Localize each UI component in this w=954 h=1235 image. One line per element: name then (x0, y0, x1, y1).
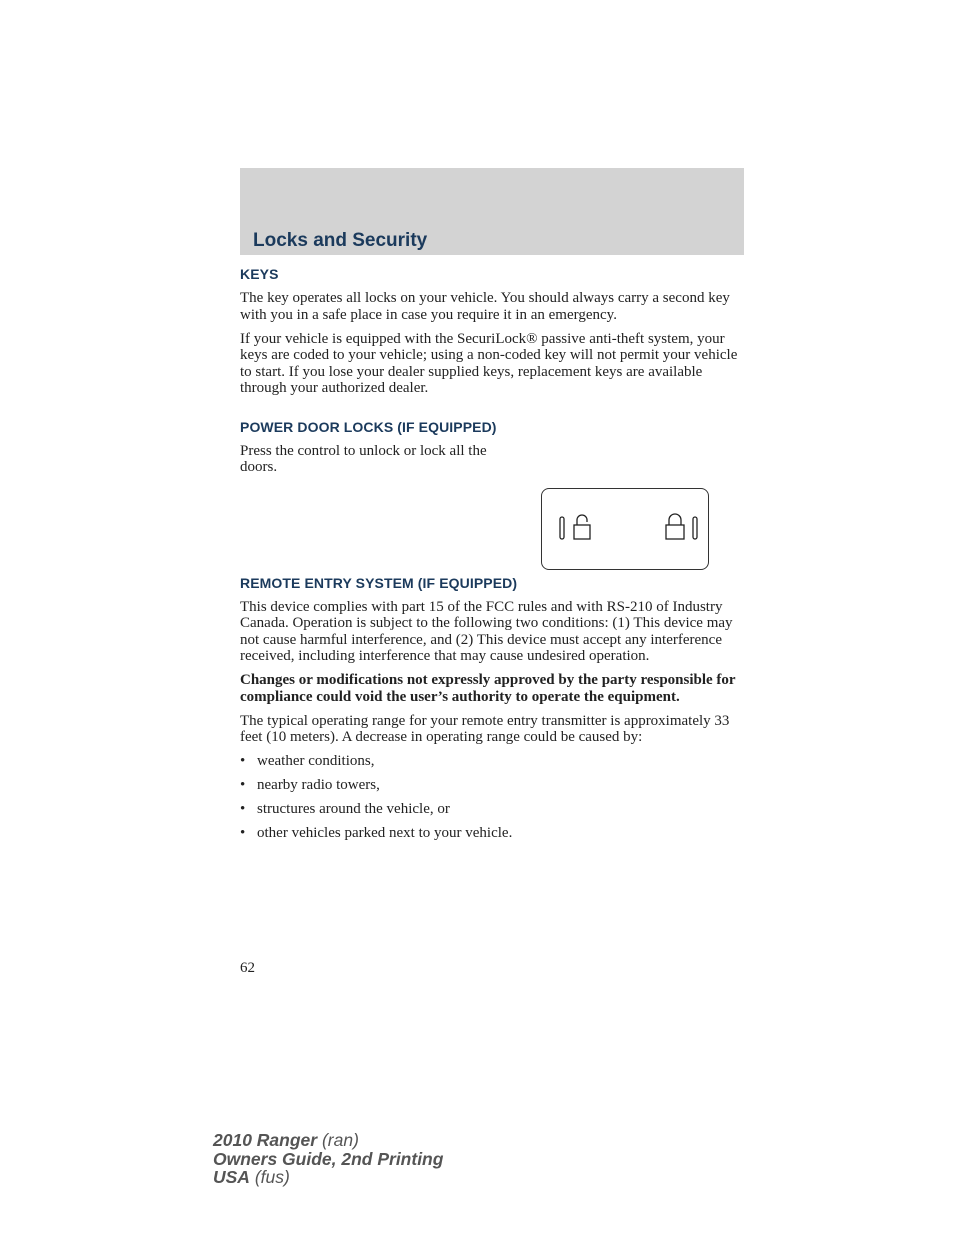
power-door-locks-section (240, 419, 744, 571)
footer-line-1: 2010 Ranger (ran) (213, 1130, 359, 1150)
power-door-locks-heading: POWER DOOR LOCKS (IF EQUIPPED) (240, 418, 497, 435)
lock-icon (666, 514, 697, 539)
section-title: Locks and Security (253, 230, 428, 251)
unlock-icon (560, 515, 590, 539)
list-item: • structures around the vehicle, or (240, 801, 450, 817)
keys-paragraph-2: If your vehicle is equipped with the SecuriLock® passive anti-theft system, your keys are coded to your vehicle; using a non-coded key will not permit your vehicle to start. If you lose your dealer supplied keys, replacement keys are available through your authorized dealer. (240, 330, 738, 396)
keys-paragraph-1: The key operates all locks on your vehicle. You should always carry a second key with you in a safe place in case you require it in an emergency. (240, 290, 730, 323)
door-lock-control-illustration (541, 488, 709, 570)
remote-entry-paragraph-3: The typical operating range for your remote entry transmitter is approximately 33 feet (10 meters). A decrease in operating range could be caused by: (240, 712, 730, 745)
remote-entry-section (240, 575, 744, 842)
page-number: 62 (240, 960, 255, 976)
power-door-locks-body (240, 443, 744, 571)
section-header-band (240, 168, 744, 255)
footer-line-3: USA (fus) (213, 1167, 290, 1187)
footer-line-2: Owners Guide, 2nd Printing (213, 1148, 444, 1169)
list-item: • nearby radio towers, (240, 777, 380, 793)
list-item: • other vehicles parked next to your vehicle. (240, 825, 513, 841)
remote-entry-paragraph-1: This device complies with part 15 of the FCC rules and with RS-210 of Industry Canada. Operation is subject to the following two conditions: (1) This device may not cause harmful interference, and (2) This device must accept any interference received, including interference that may cause undesired operation. (240, 598, 733, 664)
document-footer (213, 1131, 443, 1187)
power-door-locks-paragraph: Press the control to unlock or lock all the doors. (240, 442, 487, 475)
range-factors-list (240, 753, 744, 842)
remote-entry-heading: REMOTE ENTRY SYSTEM (IF EQUIPPED) (240, 574, 518, 591)
page-content (240, 266, 744, 849)
keys-heading: KEYS (240, 266, 279, 282)
keys-section (240, 266, 744, 397)
remote-entry-warning: Changes or modifications not expressly approved by the party responsible for compliance could void the user’s authority to operate the equipment. (240, 672, 736, 705)
list-item: • weather conditions, (240, 753, 375, 769)
